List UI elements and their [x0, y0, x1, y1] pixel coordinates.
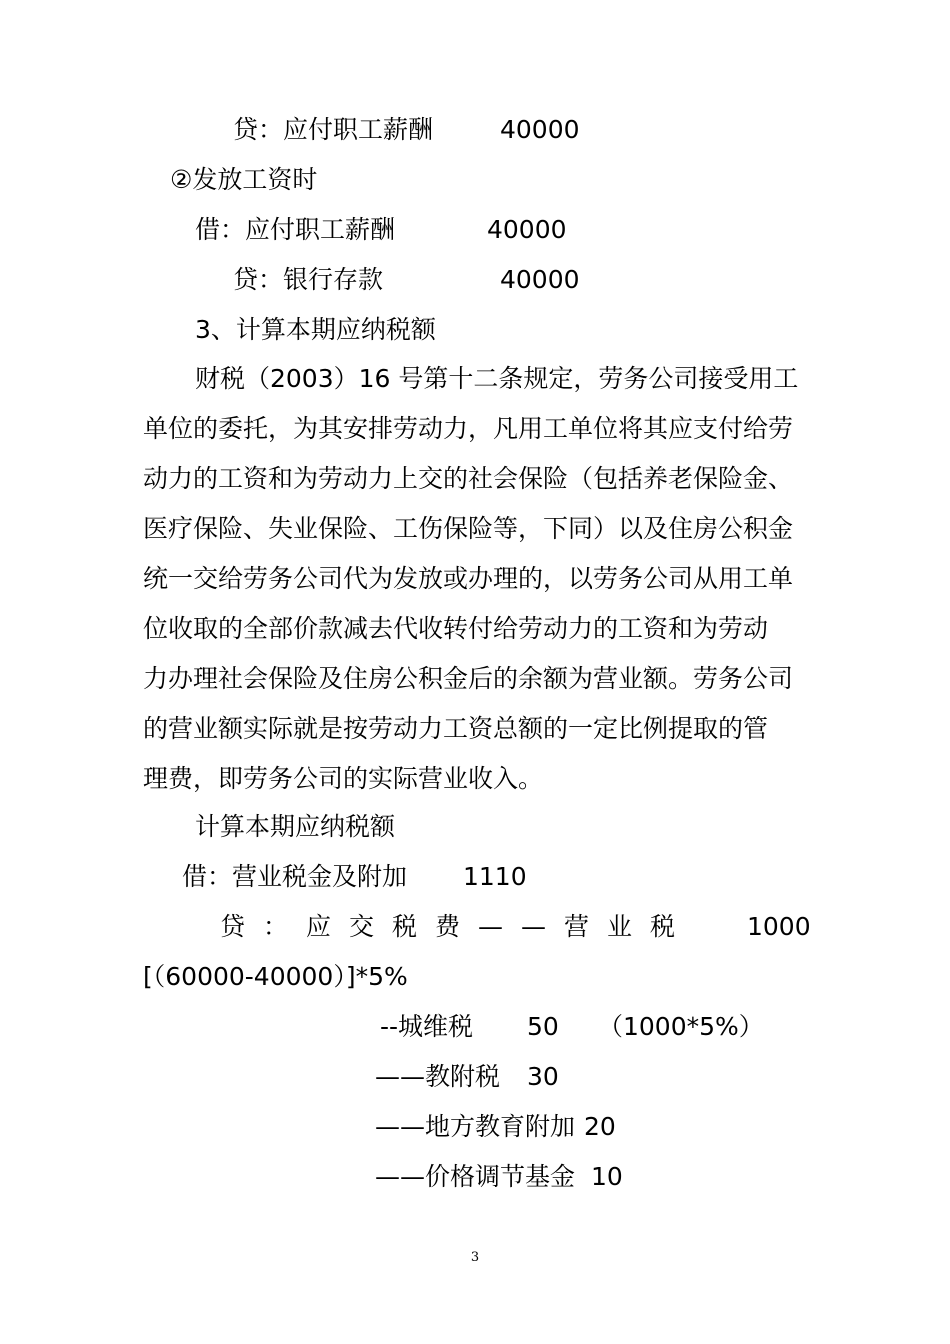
- paragraph-line: 力办理社会保险及住房公积金后的余额为营业额。劳务公司: [143, 664, 794, 693]
- paragraph-line: 医疗保险、失业保险、工伤保险等，下同）以及住房公积金: [143, 514, 794, 543]
- debit-tax-amount: 1110: [463, 862, 527, 891]
- sub-edu-tax-label: ——教附税: [375, 1062, 501, 1091]
- paragraph-line: 单位的委托，为其安排劳动力，凡用工单位将其应支付给劳: [143, 414, 794, 443]
- calc-heading: 计算本期应纳税额: [195, 812, 396, 841]
- paragraph-line: 理费，即劳务公司的实际营业收入。: [143, 764, 544, 793]
- credit-tax-amount: 1000: [747, 912, 811, 941]
- sub-local-edu-label: ——地方教育附加: [375, 1112, 576, 1141]
- credit-bank-label: 贷：银行存款: [233, 265, 384, 294]
- sub-local-edu-amount: 20: [584, 1112, 616, 1141]
- sub-price-fund-amount: 10: [591, 1162, 623, 1191]
- section-heading-tax: 3、计算本期应纳税额: [195, 315, 436, 344]
- debit-payroll-label: 借：应付职工薪酬: [195, 215, 396, 244]
- section-pay-wages: ②发放工资时: [170, 165, 318, 194]
- credit-payroll-amount: 40000: [500, 115, 580, 144]
- credit-bank-amount: 40000: [500, 265, 580, 294]
- paragraph-line: 财税（2003）16 号第十二条规定，劳务公司接受用工: [195, 364, 799, 393]
- paragraph-line: 动力的工资和为劳动力上交的社会保险（包括养老保险金、: [143, 464, 794, 493]
- page-number: 3: [470, 1250, 480, 1265]
- sub-city-tax-amount: 50: [527, 1012, 559, 1041]
- credit-tax-formula: [（60000-40000）]*5%: [143, 962, 408, 991]
- paragraph-line: 位收取的全部价款减去代收转付给劳动力的工资和为劳动: [143, 614, 769, 643]
- sub-city-tax-label: --城维税: [380, 1012, 474, 1041]
- debit-tax-label: 借：营业税金及附加: [182, 862, 408, 891]
- credit-payroll-label: 贷：应付职工薪酬: [233, 115, 434, 144]
- sub-price-fund-label: ——价格调节基金: [375, 1162, 576, 1191]
- credit-tax-label: 贷：应交税费——营业税: [220, 912, 694, 941]
- debit-payroll-amount: 40000: [487, 215, 567, 244]
- paragraph-line: 统一交给劳务公司代为发放或办理的，以劳务公司从用工单: [143, 564, 794, 593]
- paragraph-line: 的营业额实际就是按劳动力工资总额的一定比例提取的管: [143, 714, 769, 743]
- sub-city-tax-note: （1000*5%）: [598, 1012, 764, 1041]
- regulation-paragraph: [143, 354, 833, 804]
- sub-edu-tax-amount: 30: [527, 1062, 559, 1091]
